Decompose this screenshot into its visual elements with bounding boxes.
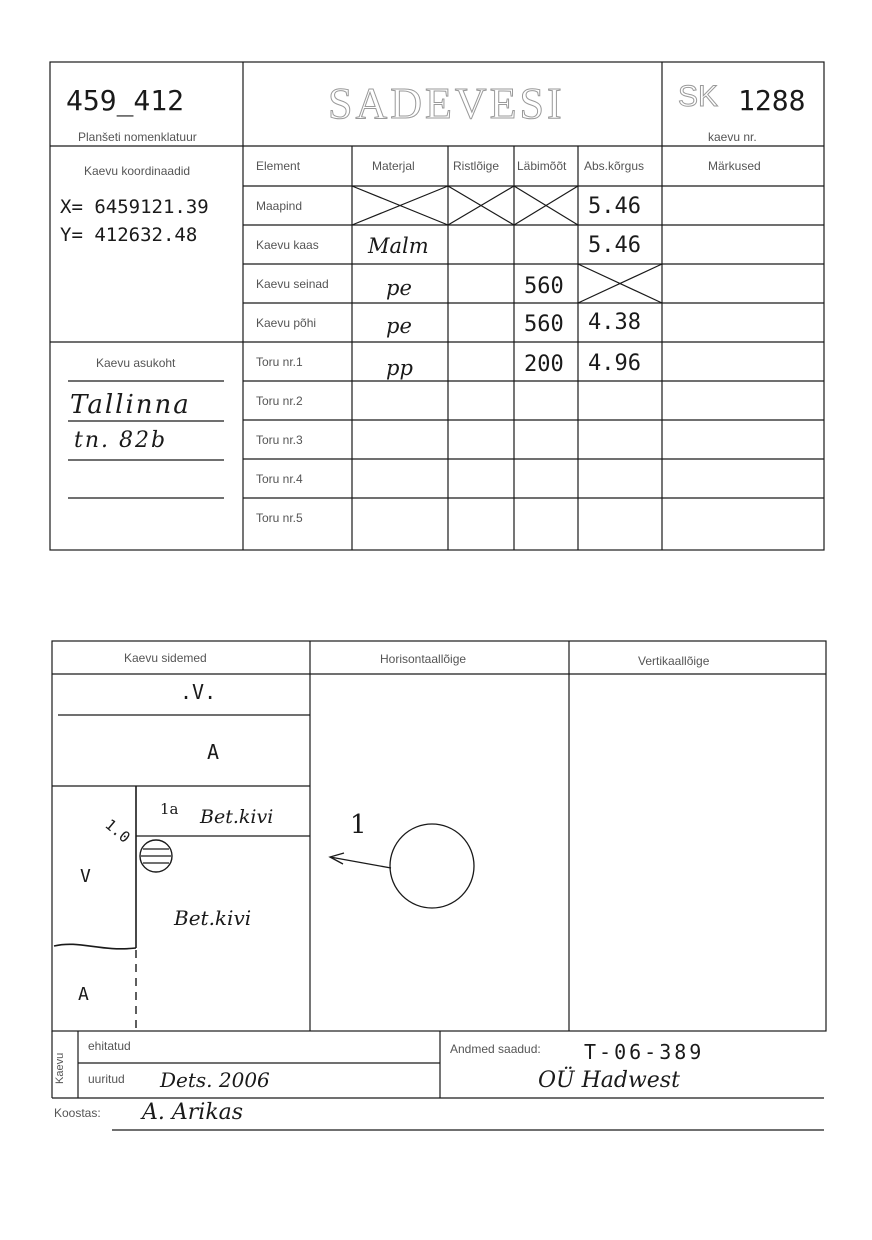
koostas-label: Koostas: [54, 1106, 101, 1120]
header-horisontaalloige: Horisontaallõige [380, 652, 467, 666]
header-vertikaalloige: Vertikaallõige [638, 654, 710, 668]
cell-labimoot: 200 [524, 352, 564, 377]
uuritud-value: Dets. 2006 [160, 1068, 270, 1092]
location-label: Kaevu asukoht [96, 356, 176, 370]
cell-materjal: Malm [368, 234, 429, 258]
row-element: Toru nr.3 [256, 433, 303, 447]
header-element: Element [256, 159, 301, 173]
header-abs-korgus: Abs.kõrgus [584, 159, 645, 173]
row-element: Toru nr.2 [256, 394, 303, 408]
well-number: 1288 [738, 84, 806, 117]
header-kaevu-sidemed: Kaevu sidemed [124, 651, 207, 665]
cell-abs: 4.96 [588, 351, 641, 376]
sketch-label-bet-kivi: Bet.kivi [174, 906, 252, 930]
sketch-label-bet-kivi: Bet.kivi [200, 806, 274, 828]
coords-label: Kaevu koordinaadid [84, 164, 191, 178]
cell-abs: 5.46 [588, 194, 641, 219]
sk-prefix: SK [678, 80, 719, 113]
coord-y-value: Y= 412632.48 [60, 224, 198, 246]
sketch-v-mark: .V. [180, 680, 217, 704]
row-element: Toru nr.5 [256, 511, 303, 525]
sketch-label-1a: 1a [160, 800, 179, 818]
row-element: Kaevu seinad [256, 277, 329, 291]
koostas-value: A. Arikas [142, 1100, 244, 1125]
row-element: Kaevu põhi [256, 316, 317, 330]
header-ristloige: Ristlõige [453, 159, 500, 173]
header-labimoot: Läbimõõt [517, 159, 567, 173]
cell-abs: 4.38 [588, 310, 641, 335]
row-element: Toru nr.4 [256, 472, 303, 486]
row-element: Toru nr.1 [256, 355, 303, 369]
form-title: SADEVESI [328, 79, 565, 128]
ehitatud-label: ehitatud [88, 1039, 131, 1053]
cell-labimoot: 560 [524, 312, 564, 337]
cell-abs: 5.46 [588, 233, 641, 258]
coord-x-value: X= 6459121.39 [60, 196, 209, 218]
row-element: Maapind [256, 199, 303, 213]
sketch-v-mark: V [80, 866, 91, 887]
cell-materjal: pp [386, 356, 413, 380]
sketch-a-mark: A [78, 984, 89, 1005]
header-materjal: Materjal [372, 159, 415, 173]
andmed-value-2: OÜ Hadwest [538, 1068, 680, 1093]
andmed-value-1: T-06-389 [584, 1040, 705, 1064]
row-element: Kaevu kaas [256, 238, 319, 252]
sketch-label-1-0: 1.0 [101, 815, 134, 847]
pipe-number-label: 1 [350, 810, 367, 840]
andmed-saadud-label: Andmed saadud: [450, 1042, 541, 1056]
well-number-label: kaevu nr. [708, 130, 757, 144]
cell-materjal: pe [386, 314, 412, 338]
header-markused: Märkused [708, 159, 761, 173]
kaevu-vertical-label: Kaevu [54, 1052, 66, 1084]
sketch-a-mark: A [207, 740, 220, 764]
location-line-2: tn. 82b [74, 428, 168, 453]
cell-materjal: pe [386, 276, 412, 300]
uuritud-label: uuritud [88, 1072, 125, 1086]
nomenclature-value: 459_412 [66, 84, 185, 117]
cell-labimoot: 560 [524, 274, 564, 299]
location-line-1: Tallinna [70, 390, 191, 420]
nomenclature-label: Planšeti nomenklatuur [78, 130, 197, 144]
